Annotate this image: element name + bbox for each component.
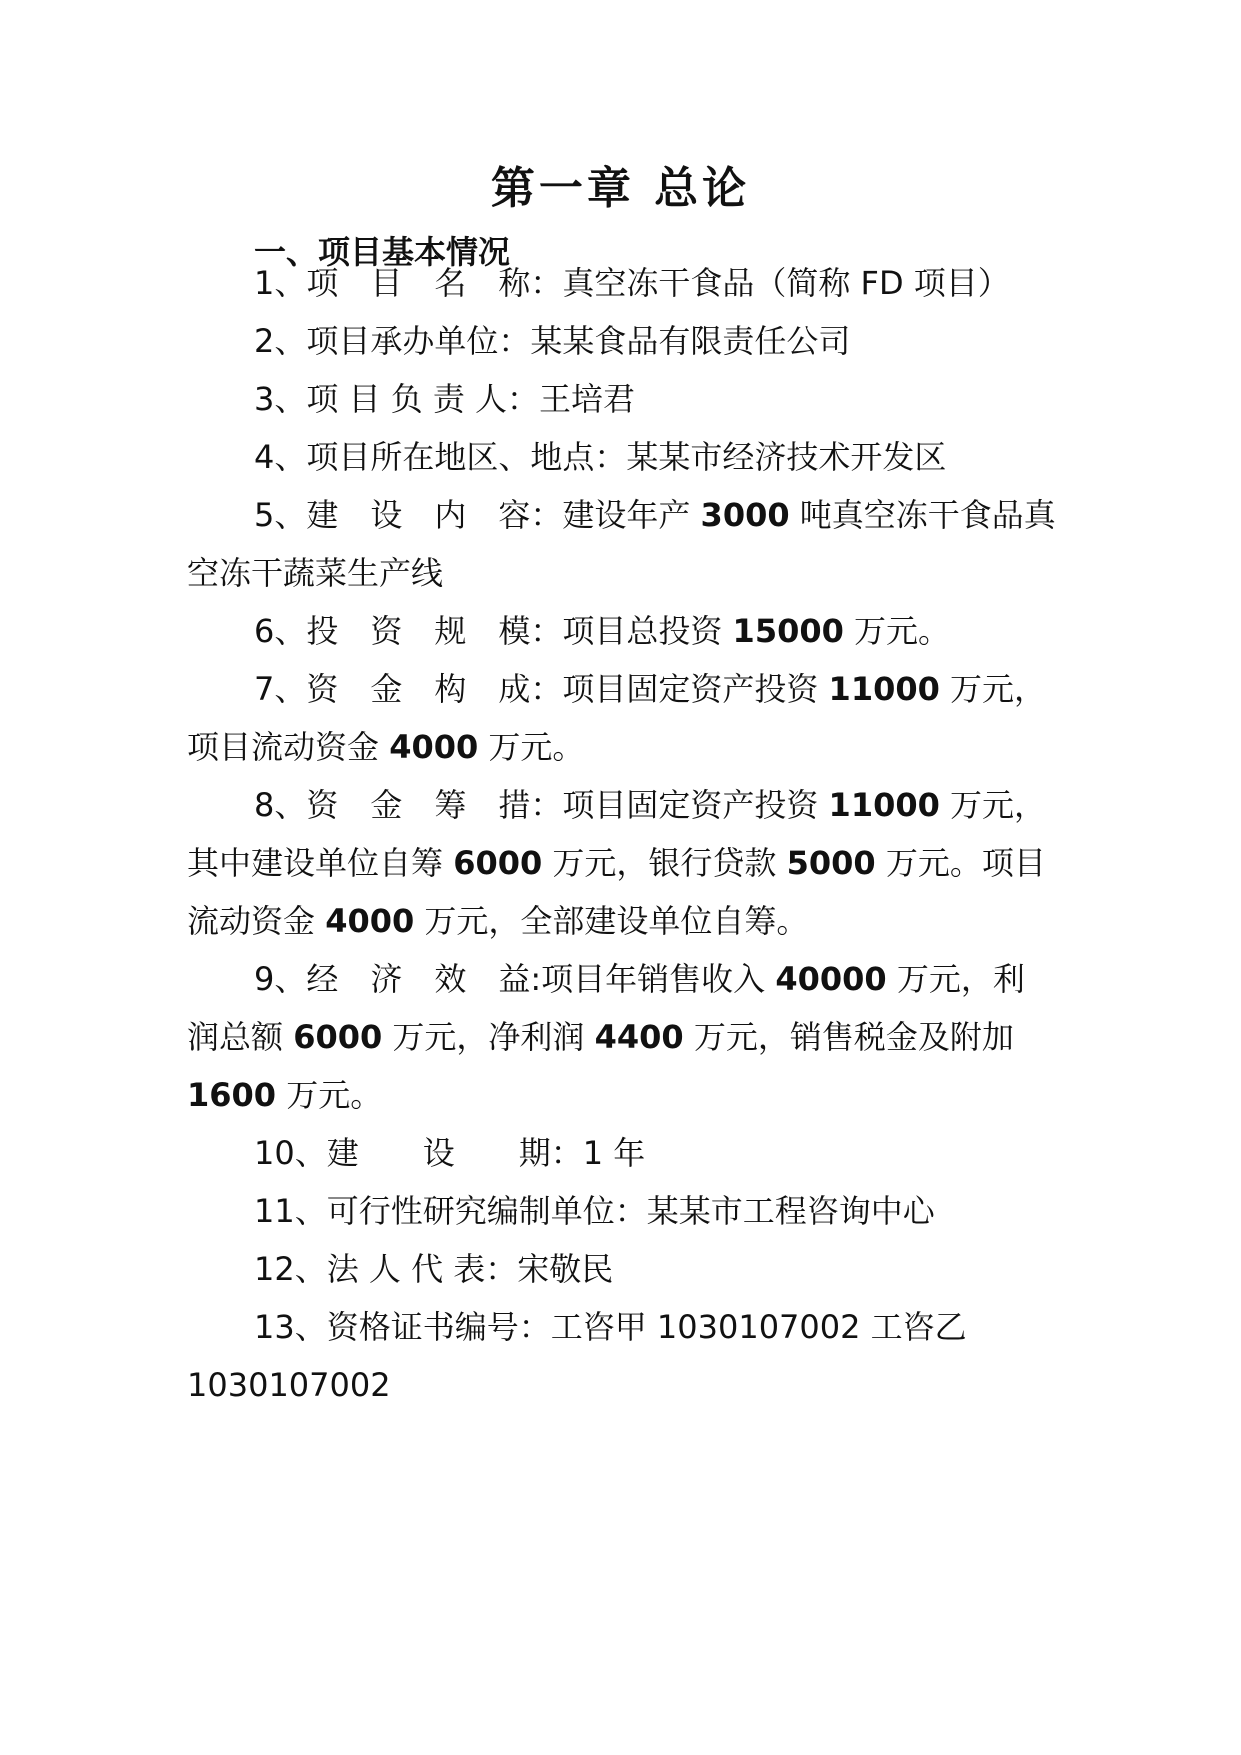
item-study-org: 11、可行性研究编制单位：某某市工程咨询中心	[254, 1192, 935, 1230]
item-certificate-no-cont: 1030107002	[187, 1366, 391, 1404]
item-economic-benefit-cont1: 润总额 6000 万元，净利润 4400 万元，销售税金及附加	[187, 1018, 1014, 1056]
item-construction-content-cont: 空冻干蔬菜生产线	[187, 554, 444, 592]
item-economic-benefit-cont2: 1600 万元。	[187, 1076, 383, 1114]
chapter-title: 第一章 总论	[490, 163, 751, 214]
item-fund-raising-cont1: 其中建设单位自筹 6000 万元，银行贷款 5000 万元。项目	[187, 844, 1046, 882]
item-legal-rep: 12、法 人 代 表：宋敬民	[254, 1250, 614, 1288]
item-location: 4、项目所在地区、地点：某某市经济技术开发区	[254, 438, 947, 476]
item-organizer: 2、项目承办单位：某某食品有限责任公司	[254, 322, 851, 360]
item-construction-period: 10、建 设 期：1 年	[254, 1134, 646, 1172]
item-fund-raising-cont2: 流动资金 4000 万元，全部建设单位自筹。	[187, 902, 809, 940]
section-heading: 一、项目基本情况	[254, 233, 511, 271]
item-fund-raising: 8、资 金 筹 措：项目固定资产投资 11000 万元，	[254, 786, 1047, 824]
item-investment-scale: 6、投 资 规 模：项目总投资 15000 万元。	[254, 612, 951, 650]
item-certificate-no: 13、资格证书编号：工咨甲 1030107002 工咨乙	[254, 1308, 967, 1346]
item-construction-content: 5、建 设 内 容：建设年产 3000 吨真空冻干食品真	[254, 496, 1056, 534]
item-manager: 3、项 目 负 责 人：王培君	[254, 380, 636, 418]
item-fund-composition-cont: 项目流动资金 4000 万元。	[187, 728, 585, 766]
item-project-name: 1、项 目 名 称：真空冻干食品（简称 FD 项目）	[254, 264, 1010, 302]
item-fund-composition: 7、资 金 构 成：项目固定资产投资 11000 万元，	[254, 670, 1047, 708]
item-economic-benefit: 9、经 济 效 益:项目年销售收入 40000 万元，利	[254, 960, 1025, 998]
